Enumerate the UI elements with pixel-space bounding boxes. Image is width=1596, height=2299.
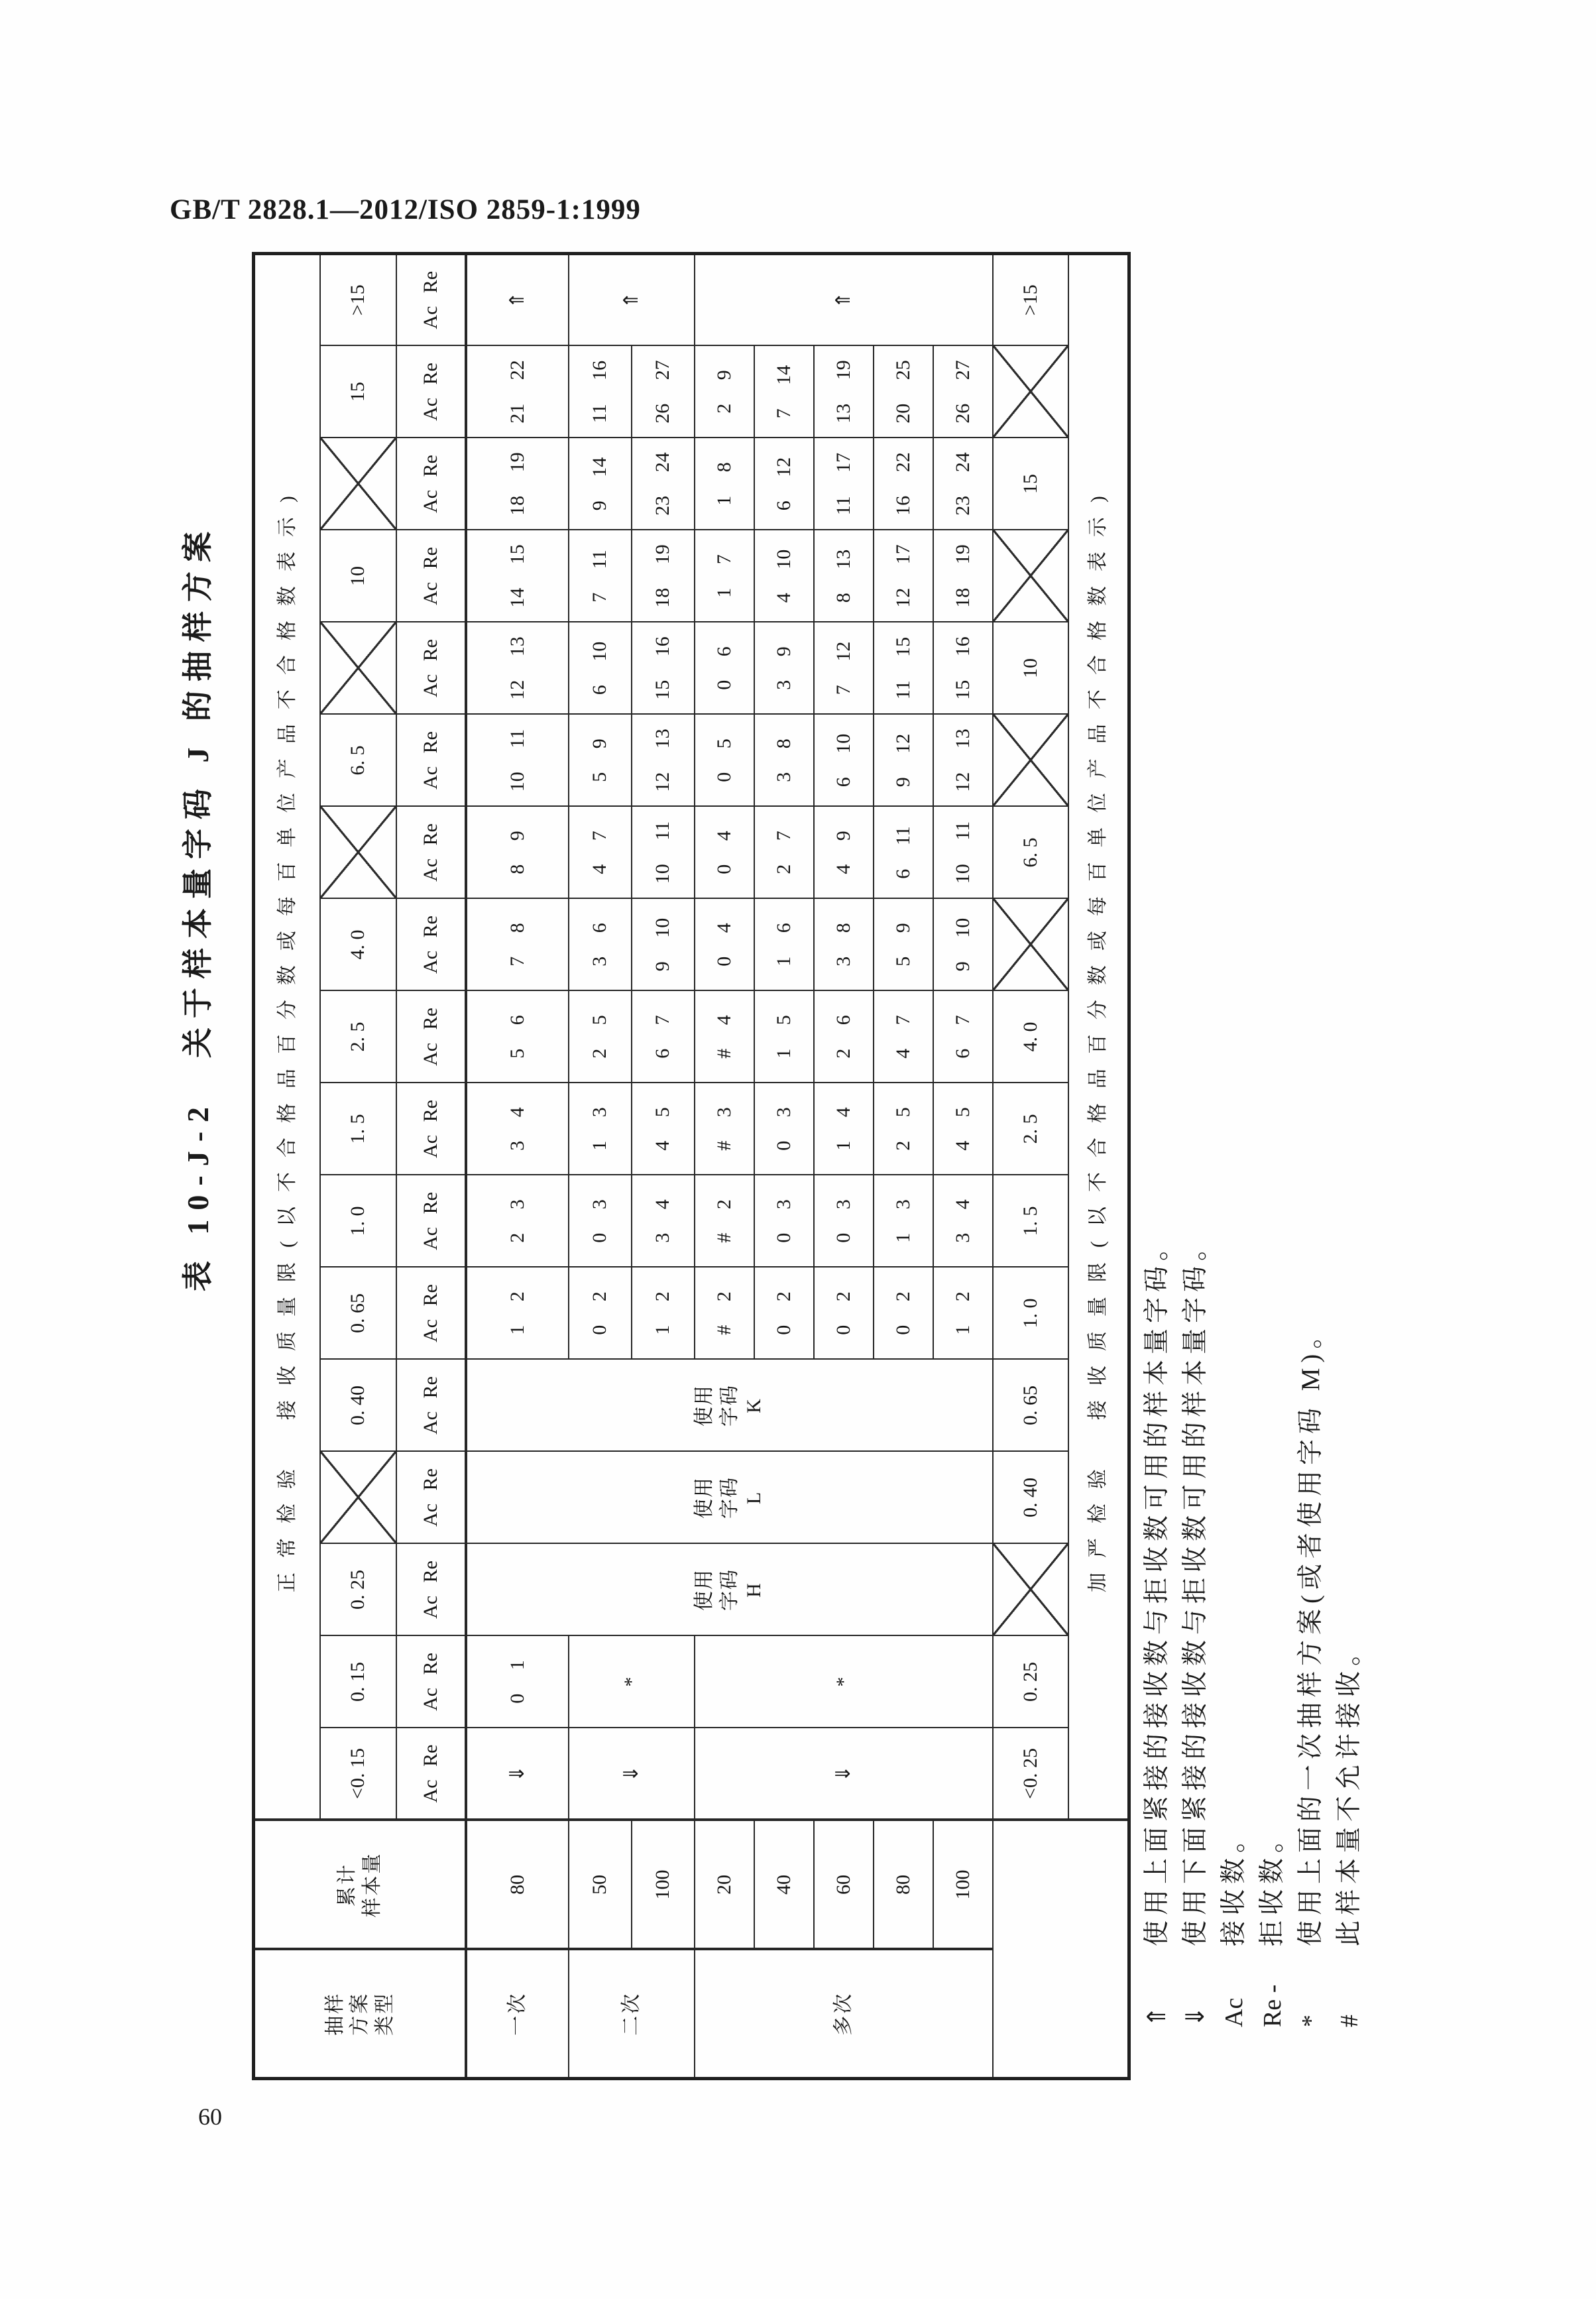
value-cell: 3 9 — [754, 622, 814, 715]
value-cell: 0 4 — [695, 807, 754, 899]
acre-header-cell: Ac Re — [396, 346, 466, 438]
acre-header-cell: Ac Re — [396, 899, 466, 991]
value-cell: 8 9 — [466, 807, 569, 899]
value-cell: 23 24 — [632, 438, 695, 530]
aql-normal-cell: 2. 5 — [320, 991, 396, 1083]
multiple-sample-size: 100 — [933, 1820, 993, 1950]
aql-tightened-cell: 10 — [993, 622, 1068, 715]
multiple-sample-size: 60 — [814, 1820, 874, 1950]
value-cell: 23 24 — [933, 438, 993, 530]
use-code-L-cell — [466, 1452, 993, 1544]
acre-header-cell: Ac Re — [396, 1636, 466, 1728]
row-label-double: 二次 — [569, 1950, 695, 2079]
cum-size-line: 累计 — [336, 1863, 359, 1907]
value-cell: 0 6 — [695, 622, 754, 715]
value-cell: 16 22 — [874, 438, 933, 530]
value-cell: 7 12 — [814, 622, 874, 715]
plan-type-header — [254, 1950, 466, 2079]
value-cell: 4 7 — [874, 991, 933, 1083]
value-cell: 26 27 — [632, 346, 695, 438]
acre-header-cell: Ac Re — [396, 807, 466, 899]
acre-header-cell: Ac Re — [396, 1452, 466, 1544]
arrow-down-cell: ⇓ — [569, 1728, 695, 1820]
value-cell: 8 13 — [814, 530, 874, 622]
aql-normal-crossed-cell — [320, 1452, 396, 1544]
multiple-sample-size: 80 — [874, 1820, 933, 1950]
value-cell: 9 10 — [632, 899, 695, 991]
arrow-up-cell: ⇑ — [569, 253, 695, 345]
single-sample-size: 80 — [466, 1820, 569, 1950]
use-code-K-cell — [466, 1360, 993, 1452]
arrow-up-cell: ⇑ — [695, 253, 993, 345]
acre-header-cell: Ac Re — [396, 438, 466, 530]
aql-tightened-cell: 0. 25 — [993, 1636, 1068, 1728]
aql-normal-cell: 0. 65 — [320, 1267, 396, 1360]
value-cell: # 4 — [695, 991, 754, 1083]
page-number: 60 — [198, 2103, 222, 2130]
arrow-up-cell: ⇑ — [466, 253, 569, 345]
value-cell: 2 5 — [874, 1083, 933, 1175]
row-label-single: 一次 — [466, 1950, 569, 2079]
value-cell: 1 7 — [695, 530, 754, 622]
double-sample-size: 100 — [632, 1820, 695, 1950]
aql-normal-crossed-cell — [320, 622, 396, 715]
value-cell: # 3 — [695, 1083, 754, 1175]
value-cell: 12 13 — [466, 622, 569, 715]
value-cell: 0 2 — [874, 1267, 933, 1360]
asterisk-symbol: * — [1297, 2015, 1325, 2027]
aql-tightened-crossed-cell — [993, 1544, 1068, 1636]
value-cell: 4 10 — [754, 530, 814, 622]
aql-tightened-cell: 1. 5 — [993, 1175, 1068, 1267]
value-cell: 12 13 — [933, 715, 993, 807]
aql-tightened-crossed-cell — [993, 715, 1068, 807]
value-cell: 1 3 — [874, 1175, 933, 1267]
footnote-line — [1328, 370, 1367, 2027]
value-cell: 10 11 — [632, 807, 695, 899]
value-cell: 11 17 — [814, 438, 874, 530]
value-cell: 1 2 — [466, 1267, 569, 1360]
down-arrow-symbol: ⇓ — [1180, 2006, 1210, 2027]
value-cell: 4 7 — [569, 807, 632, 899]
value-cell: 10 11 — [933, 807, 993, 899]
value-cell: 12 13 — [632, 715, 695, 807]
footnote-text: 使用下面紧接的接收数与拒收数可用的样本量字码。 — [1181, 1229, 1210, 1946]
document-code: GB/T 2828.1—2012/ISO 2859-1:1999 — [170, 194, 641, 225]
aql-tightened-cell: 1. 0 — [993, 1267, 1068, 1360]
cum-size-line: 样本量 — [361, 1852, 383, 1918]
value-cell: 1 2 — [933, 1267, 993, 1360]
value-cell: 14 15 — [466, 530, 569, 622]
value-cell: 6 7 — [933, 991, 993, 1083]
plan-type-line: 类型 — [373, 1991, 396, 2036]
use-code-line: 使用 — [693, 1568, 716, 1611]
aql-tightened-cell: 6. 5 — [993, 807, 1068, 899]
aql-tightened-cell: <0. 25 — [993, 1728, 1068, 1820]
aql-normal-cell: <0. 15 — [320, 1728, 396, 1820]
value-cell: 21 22 — [466, 346, 569, 438]
value-cell: 1 4 — [814, 1083, 874, 1175]
aql-tightened-cell: >15 — [993, 253, 1068, 345]
value-cell: 2 5 — [569, 991, 632, 1083]
value-cell: 18 19 — [466, 438, 569, 530]
aql-tightened-crossed-cell — [993, 346, 1068, 438]
aql-normal-cell: >15 — [320, 253, 396, 345]
use-code-line: L — [743, 1490, 766, 1505]
double-sample-size: 50 — [569, 1820, 632, 1950]
value-cell: 4 9 — [814, 807, 874, 899]
acre-header-cell: Ac Re — [396, 991, 466, 1083]
value-cell: 4 5 — [933, 1083, 993, 1175]
cumulative-size-header — [254, 1820, 466, 1950]
aql-tightened-cell: 0. 40 — [993, 1452, 1068, 1544]
arrow-down-cell: ⇓ — [695, 1728, 993, 1820]
row-label-multiple: 多次 — [695, 1950, 993, 2079]
table-title: 表 10-J-2 关于样本量字码 J 的抽样方案 — [181, 522, 215, 1292]
value-cell: 0 5 — [695, 715, 754, 807]
value-cell: 7 14 — [754, 346, 814, 438]
value-cell: 1 5 — [754, 991, 814, 1083]
value-cell: 1 3 — [569, 1083, 632, 1175]
value-cell: 2 3 — [466, 1175, 569, 1267]
aql-normal-cell: 1. 0 — [320, 1175, 396, 1267]
aql-tightened-cell: 0. 65 — [993, 1360, 1068, 1452]
arrow-down-cell: ⇓ — [466, 1728, 569, 1820]
aql-normal-cell: 4. 0 — [320, 899, 396, 991]
value-cell: 5 9 — [874, 899, 933, 991]
value-cell: 15 16 — [632, 622, 695, 715]
acre-header-cell: Ac Re — [396, 253, 466, 345]
up-arrow-symbol: ⇑ — [1142, 2006, 1171, 2027]
value-cell: 15 16 — [933, 622, 993, 715]
acre-header-cell: Ac Re — [396, 1267, 466, 1360]
value-cell: 3 4 — [466, 1083, 569, 1175]
value-cell: 3 4 — [933, 1175, 993, 1267]
value-cell: 0 3 — [814, 1175, 874, 1267]
value-cell: 26 27 — [933, 346, 993, 438]
plan-type-line: 抽样 — [323, 1991, 346, 2036]
acre-header-cell: Ac Re — [396, 1728, 466, 1820]
value-cell: 4 5 — [632, 1083, 695, 1175]
aql-normal-cell: 0. 25 — [320, 1544, 396, 1636]
use-code-line: K — [743, 1397, 766, 1413]
value-cell: 5 9 — [569, 715, 632, 807]
aql-normal-cell: 15 — [320, 346, 396, 438]
value-cell: 18 19 — [632, 530, 695, 622]
acre-header-cell: Ac Re — [396, 1083, 466, 1175]
aql-normal-cell: 1. 5 — [320, 1083, 396, 1175]
value-cell: 3 4 — [632, 1175, 695, 1267]
footnote-text: 拒收数。 — [1258, 1821, 1286, 1946]
value-cell: 6 10 — [814, 715, 874, 807]
aql-normal-cell: 10 — [320, 530, 396, 622]
footnote-text: 此样本量不允许接收。 — [1335, 1634, 1363, 1946]
use-single-plan-star-cell: * — [569, 1636, 695, 1728]
acre-header-cell: Ac Re — [396, 1544, 466, 1636]
value-cell: 0 2 — [814, 1267, 874, 1360]
ac-symbol: Ac — [1220, 1997, 1248, 2027]
value-cell: 2 6 — [814, 991, 874, 1083]
hash-symbol: # — [1336, 2015, 1363, 2027]
value-cell: 6 7 — [632, 991, 695, 1083]
aql-tightened-cell: 4. 0 — [993, 991, 1068, 1083]
aql-tightened-cell: 15 — [993, 438, 1068, 530]
normal-inspection-banner: 正常检验 接收质量限(以不合格品百分数或每百单位产品不合格数表示) — [254, 253, 320, 1820]
aql-normal-cell: 0. 40 — [320, 1360, 396, 1452]
acre-header-cell: Ac Re — [396, 622, 466, 715]
aql-tightened-crossed-cell — [993, 899, 1068, 991]
value-cell: 0 1 — [466, 1636, 569, 1728]
value-cell: 10 11 — [466, 715, 569, 807]
value-cell: 11 15 — [874, 622, 933, 715]
value-cell: 2 7 — [754, 807, 814, 899]
acre-header-cell: Ac Re — [396, 715, 466, 807]
value-cell: 0 3 — [754, 1083, 814, 1175]
value-cell: 2 9 — [695, 346, 754, 438]
footnote-line — [1213, 370, 1251, 2027]
use-code-line: 使用 — [693, 1476, 716, 1519]
acre-header-cell: Ac Re — [396, 1175, 466, 1267]
footnote-text: 使用上面紧接的接收数与拒收数可用的样本量字码。 — [1143, 1229, 1171, 1946]
value-cell: 3 8 — [814, 899, 874, 991]
value-cell: 9 14 — [569, 438, 632, 530]
value-cell: 11 16 — [569, 346, 632, 438]
multiple-sample-size: 20 — [695, 1820, 754, 1950]
footnote-line — [1136, 370, 1174, 2027]
value-cell: 3 8 — [754, 715, 814, 807]
acre-header-cell: Ac Re — [396, 530, 466, 622]
use-code-line: 使用 — [693, 1384, 716, 1427]
value-cell: 5 6 — [466, 991, 569, 1083]
footnote-text: 使用上面的一次抽样方案(或者使用字码 M)。 — [1296, 1317, 1325, 1946]
value-cell: 6 10 — [569, 622, 632, 715]
footnote-line — [1251, 370, 1290, 2027]
value-cell: 6 12 — [754, 438, 814, 530]
value-cell: 9 12 — [874, 715, 933, 807]
value-cell: 13 19 — [814, 346, 874, 438]
aql-normal-crossed-cell — [320, 438, 396, 530]
aql-normal-crossed-cell — [320, 807, 396, 899]
value-cell: 3 6 — [569, 899, 632, 991]
plan-type-line: 方案 — [349, 1991, 370, 2036]
use-code-line: 字码 — [718, 1476, 740, 1519]
value-cell: 0 3 — [569, 1175, 632, 1267]
value-cell: 9 10 — [933, 899, 993, 991]
aql-normal-cell: 6. 5 — [320, 715, 396, 807]
use-code-line: H — [743, 1582, 766, 1598]
value-cell: 0 3 — [754, 1175, 814, 1267]
value-cell: 1 6 — [754, 899, 814, 991]
value-cell: 7 11 — [569, 530, 632, 622]
use-single-plan-star-cell: * — [695, 1636, 993, 1728]
value-cell: 18 19 — [933, 530, 993, 622]
value-cell: 20 25 — [874, 346, 933, 438]
value-cell: 12 17 — [874, 530, 933, 622]
value-cell: 7 8 — [466, 899, 569, 991]
footnotes — [1136, 370, 1367, 2027]
value-cell: # 2 — [695, 1267, 754, 1360]
value-cell: 6 11 — [874, 807, 933, 899]
use-code-line: 字码 — [718, 1384, 740, 1427]
aql-normal-cell: 0. 15 — [320, 1636, 396, 1728]
value-cell: 0 4 — [695, 899, 754, 991]
empty-corner-cell — [993, 1820, 1129, 2079]
value-cell: # 2 — [695, 1175, 754, 1267]
aql-tightened-cell: 2. 5 — [993, 1083, 1068, 1175]
sampling-plan-table — [252, 252, 1131, 2080]
footnote-line — [1174, 370, 1213, 2027]
acre-header-cell: Ac Re — [396, 1360, 466, 1452]
rotated-table-sheet — [167, 255, 1380, 2080]
value-cell: 0 2 — [754, 1267, 814, 1360]
re-symbol: Re - — [1259, 1984, 1286, 2027]
use-code-H-cell — [466, 1544, 993, 1636]
use-code-line: 字码 — [718, 1568, 740, 1611]
value-cell: 1 2 — [632, 1267, 695, 1360]
footnote-line — [1290, 370, 1328, 2027]
multiple-sample-size: 40 — [754, 1820, 814, 1950]
tightened-inspection-banner: 加严检验 接收质量限(以不合格品百分数或每百单位产品不合格数表示) — [1068, 253, 1129, 1820]
footnote-text: 接收数。 — [1220, 1821, 1248, 1946]
value-cell: 1 8 — [695, 438, 754, 530]
aql-tightened-crossed-cell — [993, 530, 1068, 622]
value-cell: 0 2 — [569, 1267, 632, 1360]
